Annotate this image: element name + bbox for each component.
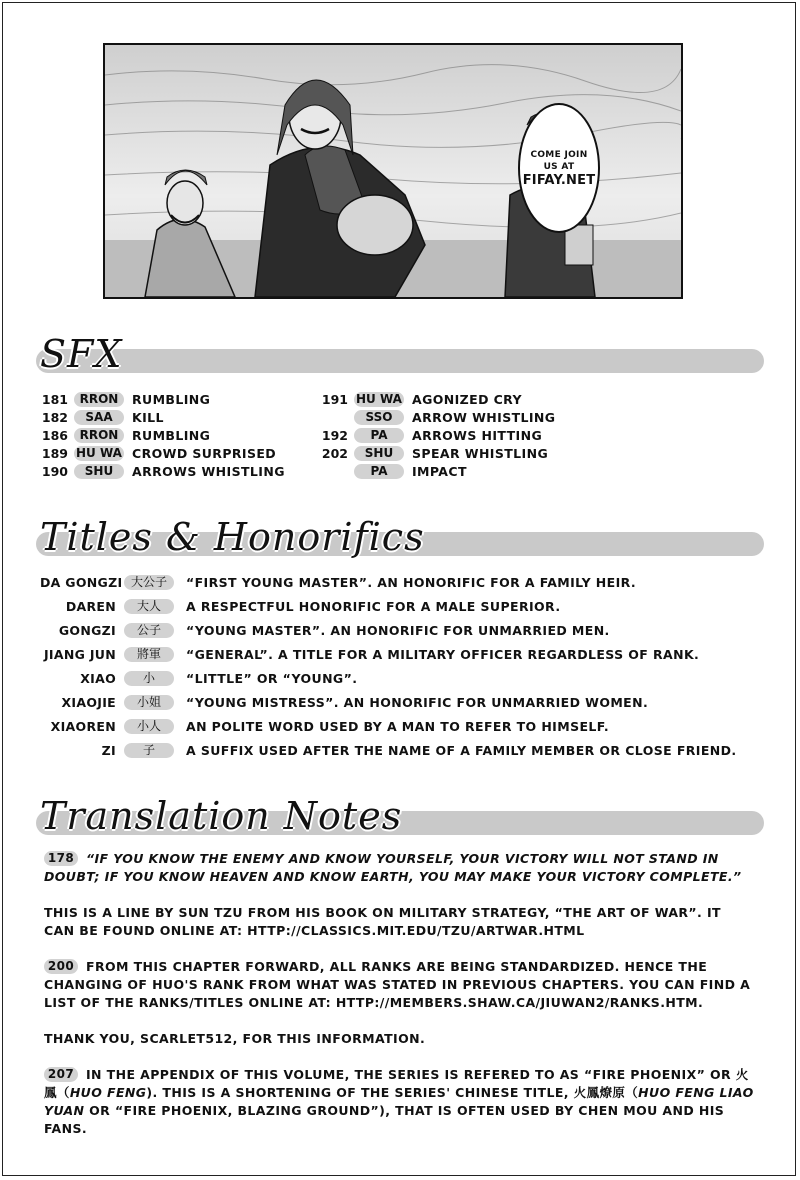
- sfx-row: [38, 444, 276, 462]
- note-178-quote: “IF YOU KNOW THE ENEMY AND KNOW YOURSELF, YOUR VICTORY WILL NOT STAND IN DOUBT; IF YOU KNOW HEAVEN AND KNOW EARTH, YOU MAY MAKE YOUR VICTORY COMPLETE.”: [44, 851, 742, 884]
- speech-bubble: [518, 103, 600, 233]
- title-term: ZI: [101, 742, 116, 758]
- note-207-part-d: HUO FENG LIAO YUAN: [44, 1085, 754, 1118]
- title-chinese: 大人: [124, 599, 174, 614]
- title-term: JIANG JUN: [43, 646, 116, 662]
- sfx-page-number: 181: [41, 391, 68, 407]
- title-row: [40, 620, 610, 640]
- sfx-sound: HU WA: [354, 392, 404, 407]
- sfx-sound: PA: [354, 464, 404, 479]
- sfx-sound: SHU: [74, 464, 124, 479]
- sfx-page-number: 186: [41, 427, 68, 443]
- title-meaning: “LITTLE” OR “YOUNG”.: [186, 670, 358, 686]
- titles-heading: Titles & Honorifics: [40, 515, 425, 559]
- note-200: [44, 958, 754, 1012]
- note-207-part-b: HUO FENG: [69, 1085, 147, 1100]
- sfx-sound: HU WA: [74, 446, 124, 461]
- title-chinese: 將軍: [124, 647, 174, 662]
- sfx-sound: RRON: [74, 392, 124, 407]
- title-chinese: 小: [124, 671, 174, 686]
- note-207-part-a: IN THE APPENDIX OF THIS VOLUME, THE SERIES IS REFERED TO AS “FIRE PHOENIX” OR 火鳳（: [44, 1067, 749, 1100]
- title-row: [40, 692, 648, 712]
- note-tag: 207: [44, 1067, 78, 1082]
- sfx-meaning: RUMBLING: [132, 427, 211, 443]
- bubble-line-2: US AT: [543, 162, 575, 172]
- note-178: [44, 850, 754, 886]
- manga-panel-image: [103, 43, 683, 299]
- title-term: DA GONGZI: [40, 574, 123, 590]
- title-row: [40, 716, 609, 736]
- sfx-row: [38, 426, 210, 444]
- title-term: DAREN: [65, 598, 116, 614]
- title-term: XIAOREN: [50, 718, 116, 734]
- sfx-meaning: AGONIZED CRY: [412, 391, 522, 407]
- sfx-page-number: 189: [41, 445, 68, 461]
- title-row: [40, 668, 357, 688]
- sfx-meaning: CROWD SURPRISED: [132, 445, 277, 461]
- note-200-text: FROM THIS CHAPTER FORWARD, ALL RANKS ARE BEING STANDARDIZED. HENCE THE CHANGING OF HUO'S RANK FROM WHAT WAS STATED IN PREVIOUS CHAPTERS. YOU CAN FIND A LIST OF THE RANKS/TITLES ONLINE AT: HTTP://MEMBERS.SHAW.CA/JIUWAN2/RANKS.HTM.: [44, 959, 751, 1010]
- sfx-row: [318, 408, 555, 426]
- sfx-meaning: RUMBLING: [132, 391, 211, 407]
- title-term: XIAO: [80, 670, 116, 686]
- sfx-sound: RRON: [74, 428, 124, 443]
- title-row: [40, 644, 699, 664]
- title-chinese: 小姐: [124, 695, 174, 710]
- title-meaning: “YOUNG MISTRESS”. AN HONORIFIC FOR UNMARRIED WOMEN.: [186, 694, 649, 710]
- sfx-heading: SFX: [40, 332, 123, 376]
- title-row: [40, 596, 560, 616]
- title-meaning: “YOUNG MASTER”. AN HONORIFIC FOR UNMARRIED MEN.: [186, 622, 610, 638]
- title-chinese: 小人: [124, 719, 174, 734]
- sfx-meaning: SPEAR WHISTLING: [412, 445, 549, 461]
- sfx-header-bar: [36, 349, 764, 373]
- sfx-meaning: ARROW WHISTLING: [412, 409, 556, 425]
- sfx-row: [38, 408, 164, 426]
- sfx-page-number: 202: [321, 445, 348, 461]
- note-207-part-c: ). THIS IS A SHORTENING OF THE SERIES' CHINESE TITLE, 火鳳燎原（: [146, 1085, 639, 1100]
- title-meaning: A RESPECTFUL HONORIFIC FOR A MALE SUPERIOR.: [186, 598, 561, 614]
- title-chinese: 公子: [124, 623, 174, 638]
- sfx-row: [318, 444, 548, 462]
- title-row: [40, 740, 737, 760]
- bubble-line-1: COME JOIN: [530, 150, 588, 160]
- note-207-part-e: OR “FIRE PHOENIX, BLAZING GROUND”), THAT IS OFTEN USED BY CHEN MOU AND HIS FANS.: [44, 1103, 725, 1136]
- sfx-row: [318, 462, 467, 480]
- note-tag: 178: [44, 851, 78, 866]
- title-row: [40, 572, 636, 592]
- title-meaning: AN POLITE WORD USED BY A MAN TO REFER TO HIMSELF.: [186, 718, 610, 734]
- note-178-paragraph: THIS IS A LINE BY SUN TZU FROM HIS BOOK ON MILITARY STRATEGY, “THE ART OF WAR”. IT CAN BE FOUND ONLINE AT: HTTP://CLASSICS.MIT.EDU/TZU/ARTWAR.HTML: [44, 905, 721, 938]
- sfx-page-number: 182: [41, 409, 68, 425]
- sfx-meaning: KILL: [132, 409, 164, 425]
- sfx-sound: SHU: [354, 446, 404, 461]
- title-term: GONGZI: [58, 622, 116, 638]
- sfx-sound: PA: [354, 428, 404, 443]
- notes-heading: Translation Notes: [40, 794, 403, 838]
- title-chinese: 大公子: [124, 575, 174, 590]
- sfx-row: [318, 390, 522, 408]
- sfx-page-number: 190: [41, 463, 68, 479]
- title-meaning: “GENERAL”. A TITLE FOR A MILITARY OFFICER REGARDLESS OF RANK.: [186, 646, 700, 662]
- sfx-meaning: IMPACT: [412, 463, 467, 479]
- title-meaning: “FIRST YOUNG MASTER”. AN HONORIFIC FOR A FAMILY HEIR.: [186, 574, 637, 590]
- sfx-sound: SAA: [74, 410, 124, 425]
- sfx-meaning: ARROWS HITTING: [412, 427, 543, 443]
- sfx-meaning: ARROWS WHISTLING: [132, 463, 285, 479]
- note-207: [44, 1066, 754, 1138]
- note-thanks: THANK YOU, SCARLET512, FOR THIS INFORMATION.: [44, 1031, 426, 1046]
- sfx-row: [38, 390, 210, 408]
- note-tag: 200: [44, 959, 78, 974]
- title-chinese: 子: [124, 743, 174, 758]
- sfx-page-number: 191: [321, 391, 348, 407]
- sfx-row: [38, 462, 285, 480]
- title-meaning: A SUFFIX USED AFTER THE NAME OF A FAMILY MEMBER OR CLOSE FRIEND.: [186, 742, 737, 758]
- sfx-row: [318, 426, 542, 444]
- title-term: XIAOJIE: [61, 694, 116, 710]
- sfx-page-number: 192: [321, 427, 348, 443]
- bubble-site-link[interactable]: FIFAY.NET: [522, 173, 596, 188]
- sfx-sound: SSO: [354, 410, 404, 425]
